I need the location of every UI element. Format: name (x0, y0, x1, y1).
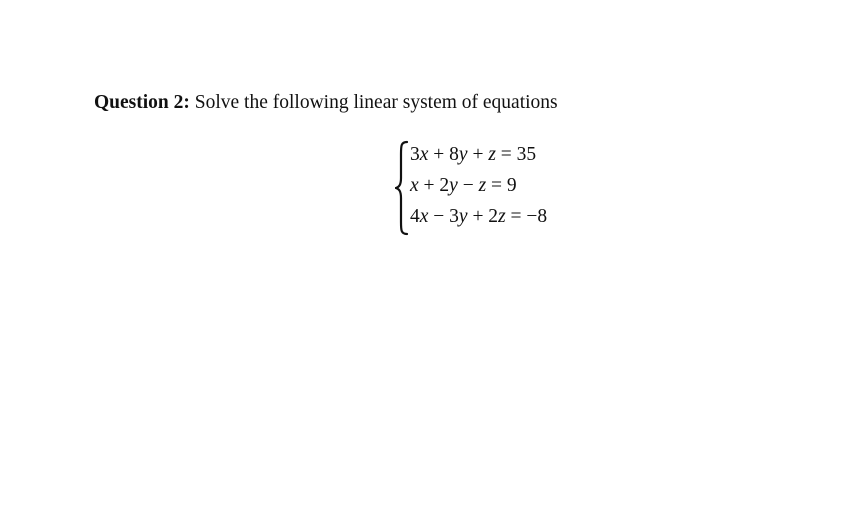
equation-variable: x (419, 206, 429, 227)
equation-term: + 2 (467, 206, 499, 227)
equation-variable: z (488, 144, 496, 165)
equation-1 (410, 144, 536, 166)
equation-term: + 2 (418, 175, 450, 196)
equation-term: − (457, 175, 479, 196)
equation-variable: x (419, 144, 429, 165)
equation-term: 4 (410, 206, 420, 227)
equation-variable: z (498, 206, 506, 227)
question-label: Question 2: (94, 92, 190, 113)
equation-term: + 8 (428, 144, 459, 165)
equation-variable: z (478, 175, 487, 196)
equation-variable: y (458, 206, 468, 227)
equation-term: = 35 (495, 144, 537, 165)
equation-variable: x (410, 175, 419, 196)
equation-term: − 3 (428, 206, 459, 227)
equation-term: 3 (410, 144, 420, 165)
equation-term: = 9 (486, 175, 517, 196)
equation-3 (410, 206, 547, 228)
equation-2 (410, 175, 517, 197)
question-line (94, 92, 558, 114)
equation-term: = −8 (505, 206, 548, 227)
equation-variable: y (458, 144, 468, 165)
left-brace-icon (395, 140, 409, 236)
equation-system (395, 140, 625, 236)
equation-variable: y (449, 175, 458, 196)
question-text: Solve the following linear system of equations (194, 92, 558, 113)
equation-term: + (467, 144, 489, 165)
